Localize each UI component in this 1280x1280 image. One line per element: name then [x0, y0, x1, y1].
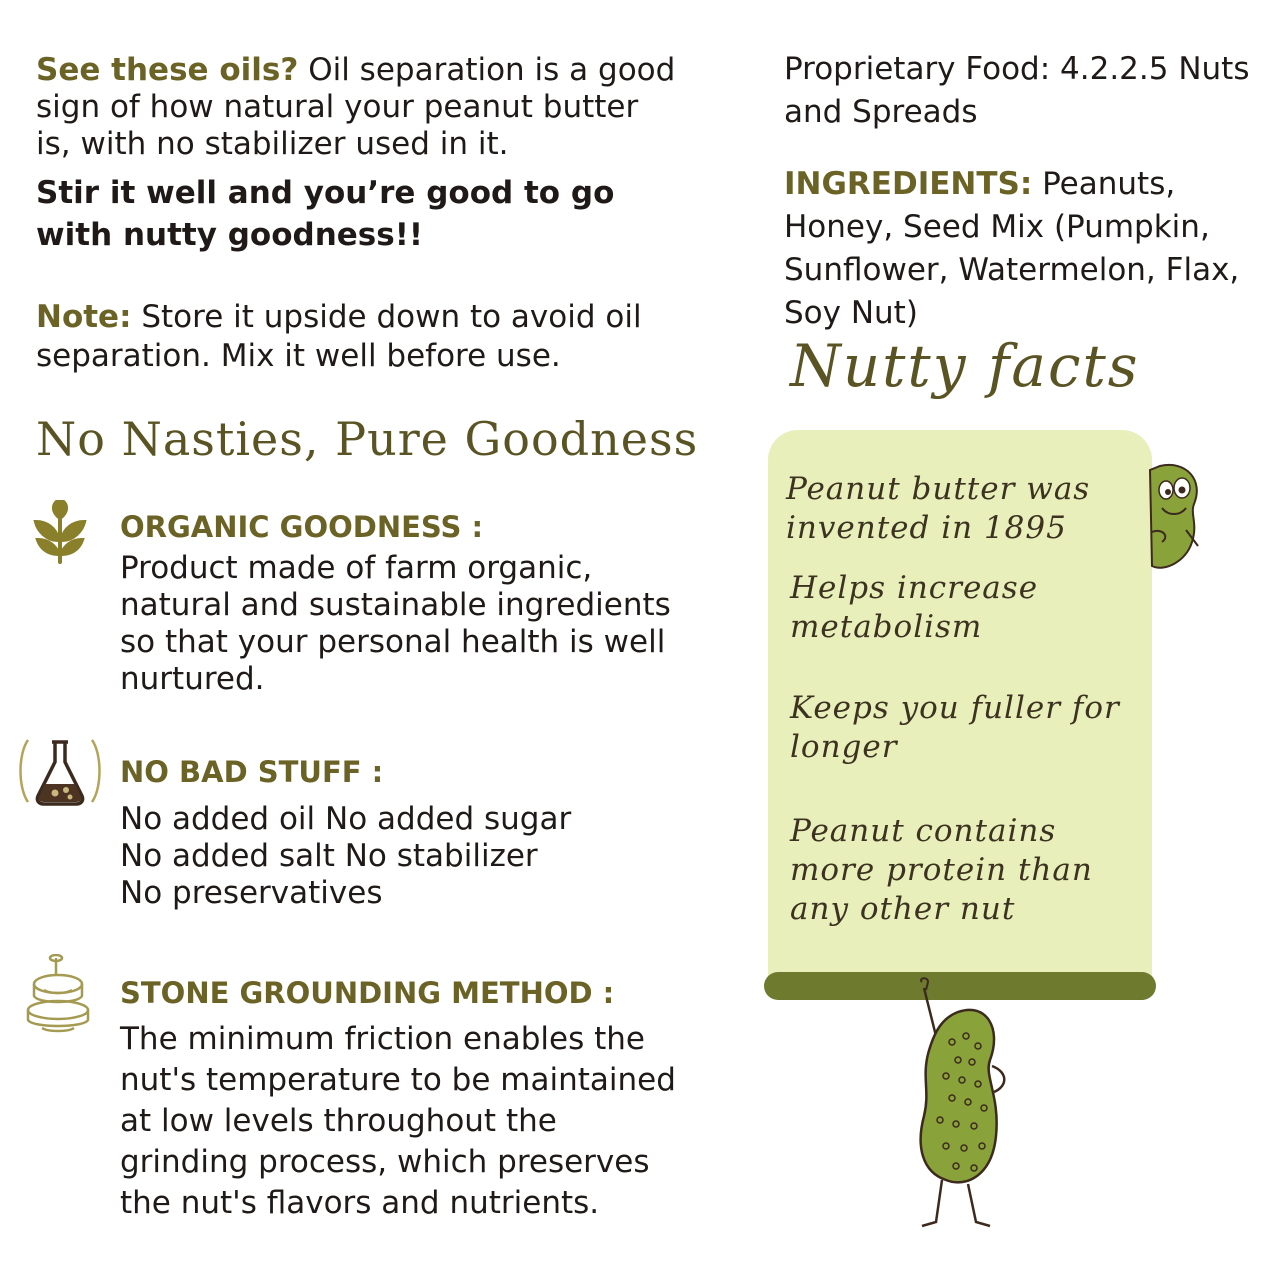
fact-item: Peanut contains more protein than any other nut [790, 813, 1093, 927]
oil-separation-text: Oil separation is a good sign of how natural your peanut butter is, with no stabilizer used in it. [36, 52, 676, 162]
no-bad-stuff-line: No preservatives [120, 875, 383, 911]
fact-item: Keeps you fuller for longer [790, 690, 1120, 765]
proprietary-food-info: Proprietary Food: 4.2.2.5 Nuts and Spreads [784, 51, 1250, 130]
nutty-facts-title: Nutty facts [790, 332, 1140, 400]
flask-icon [18, 734, 102, 812]
no-bad-stuff-title: NO BAD STUFF : [120, 755, 384, 789]
oil-separation-paragraph [36, 52, 676, 163]
tagline-heading: No Nasties, Pure Goodness [36, 412, 699, 466]
organic-goodness-body: Product made of farm organic, natural and sustainable ingredients so that your personal health is well nurtured. [120, 550, 671, 697]
ingredients-paragraph [784, 163, 1264, 335]
no-bad-stuff-line: No added salt No stabilizer [120, 838, 538, 874]
peeking-peanut-mascot [1146, 462, 1206, 578]
storage-note [36, 298, 676, 376]
no-bad-stuff-list [120, 801, 680, 912]
fact-item: Peanut butter was invented in 1895 [786, 471, 1091, 546]
note-label: Note: [36, 299, 132, 335]
stir-instruction: Stir it well and you’re good to go with nutty goodness!! [36, 175, 615, 253]
ingredients-text: Peanuts, Honey, Seed Mix (Pumpkin, Sunflower, Watermelon, Flax, Soy Nut) [784, 166, 1240, 331]
note-text: Store it upside down to avoid oil separation. Mix it well before use. [36, 299, 642, 374]
stone-grounding-title: STONE GROUNDING METHOD : [120, 976, 615, 1010]
oil-separation-lead: See these oils? [36, 52, 299, 88]
grinding-stone-icon [24, 954, 94, 1038]
stone-grounding-body: The minimum friction enables the nut's temperature to be maintained at low levels throughout the grinding process, which preserves the nut's flavors and nutrients. [120, 1021, 676, 1221]
no-bad-stuff-line: No added oil No added sugar [120, 801, 572, 837]
ingredients-label: INGREDIENTS: [784, 166, 1033, 202]
fact-item: Helps increase metabolism [790, 570, 1039, 645]
organic-goodness-title: ORGANIC GOODNESS : [120, 510, 484, 544]
leaf-icon [32, 500, 88, 568]
peanut-character-holding-board [896, 976, 1026, 1240]
